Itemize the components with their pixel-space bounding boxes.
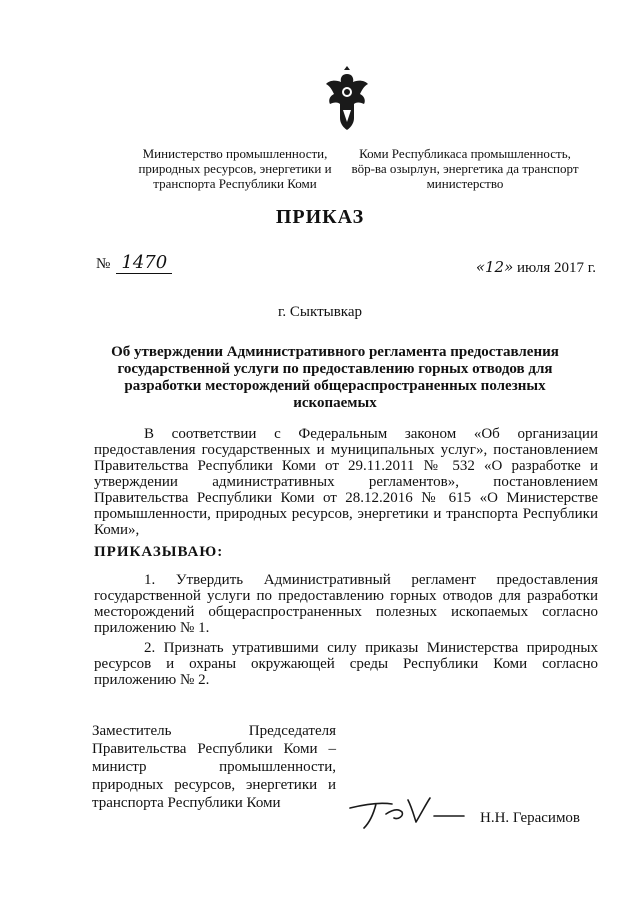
ministry-komi-line: министерство <box>426 176 504 191</box>
ministry-komi-line: Коми Республикаса промышленность, <box>359 146 571 161</box>
position-word-deputy: Заместитель <box>92 723 172 739</box>
order-command: ПРИКАЗЫВАЮ: <box>94 544 224 560</box>
coat-of-arms-emblem <box>322 66 372 136</box>
signatory-position-first-line <box>92 722 336 740</box>
document-subject: Об утверждении Административного регламента предоставления государственной услуги по предоставлению горных отводов для разработки месторождений общераспространенных полезных ископаемых <box>111 344 559 411</box>
order-date-day: «12» <box>475 258 514 276</box>
order-item: 1. Утвердить Административный регламент предоставления государственной услуги по предоставлению горных отводов для разработки месторождений общераспространенных полезных ископаемых согласно приложению № 1. <box>94 572 598 636</box>
order-item: 2. Признать утратившими силу приказы Министерства природных ресурсов и охраны окружающей среды Республики Коми согласно приложению № 2. <box>94 640 598 688</box>
preamble-paragraph: В соответствии с Федеральным законом «Об организации предоставления государственных и муниципальных услуг», постановлением Правительства Республики Коми от 29.11.2011 № 532 «О разработке и утверждении административных регламентов», постановлением Правительства Республики Коми от 28.12.2016 № 615 «О Министерстве промышленности, природных ресурсов, энергетики и транспорта Республики Коми», <box>94 426 598 538</box>
ministry-komi-line: вӧр-ва озырлун, энергетика да транспорт <box>351 161 579 176</box>
order-number <box>96 252 172 274</box>
ministry-name-russian <box>130 146 340 191</box>
signatory-position <box>92 722 336 812</box>
document-city: г. Сыктывкар <box>277 304 363 320</box>
order-date <box>476 258 596 277</box>
position-word-chairman: Председателя <box>248 723 336 739</box>
order-date-month-year: июля 2017 г. <box>517 260 596 276</box>
order-number-prefix: № <box>96 256 111 272</box>
order-number-handwritten: 1470 <box>116 252 172 274</box>
signatory-position-rest: Правительства Республики Коми – министр промышленности, природных ресурсов, энергетики и транспорта Республики Коми <box>92 741 336 811</box>
ministry-ru-line: транспорта Республики Коми <box>153 176 317 191</box>
ministry-ru-line: Министерство промышленности, <box>142 146 328 161</box>
signatory-name: Н.Н. Герасимов <box>480 810 581 826</box>
ministry-name-komi <box>350 146 580 191</box>
handwritten-signature <box>346 790 466 832</box>
document-title: ПРИКАЗ <box>275 206 365 228</box>
ministry-ru-line: природных ресурсов, энергетики и <box>138 161 332 176</box>
